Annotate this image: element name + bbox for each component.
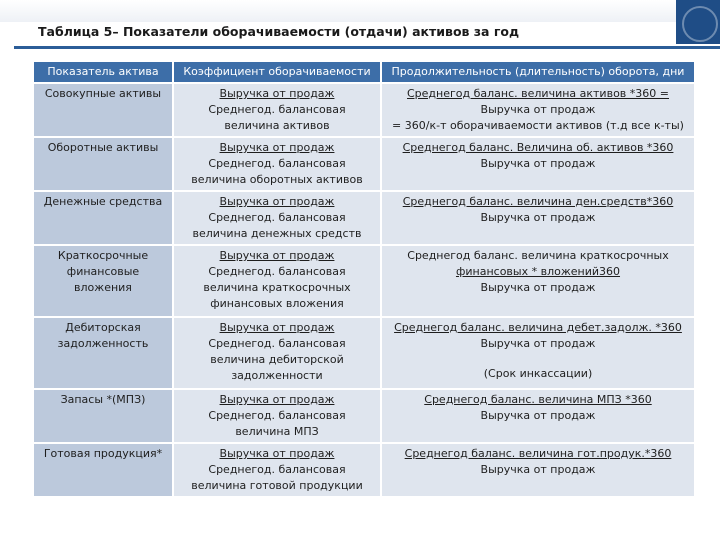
turnover-table [32,60,696,498]
table-row [34,246,694,316]
header-duration: Продолжительность (длительность) оборота, дни [382,62,694,82]
denominator-line: Среднегод. балансовая [208,157,346,170]
denominator-line: финансовых вложения [210,297,344,310]
indicator-cell: Совокупные активы [34,84,172,136]
coefficient-cell [174,84,380,136]
duration-cell [382,318,694,388]
numerator: Среднегод баланс. величина активов *360 = [407,87,669,100]
duration-cell [382,246,694,316]
denominator-line: Среднегод. балансовая [208,103,346,116]
table-row [34,444,694,496]
denominator-line: величина готовой продукции [191,479,363,492]
formula-note: (Срок инкассации) [483,367,593,380]
logo-emblem [676,0,720,44]
header-coefficient: Коэффициент оборачиваемости [174,62,380,82]
numerator: Выручка от продаж [219,447,335,460]
denominator-line: величина МПЗ [235,425,319,438]
denominator-line: Среднегод. балансовая [208,409,346,422]
numerator: Выручка от продаж [219,321,335,334]
numerator: Среднегод баланс. Величина об. активов *360 [402,141,674,154]
numerator: Среднегод баланс. величина краткосрочных [407,249,669,262]
indicator-cell: Оборотные активы [34,138,172,190]
numerator: финансовых * вложений360 [455,265,621,278]
table-header-row [34,62,694,82]
denominator-line: величина дебиторской [210,353,344,366]
denominator-line: Среднегод. балансовая [208,337,346,350]
duration-cell [382,444,694,496]
duration-cell [382,192,694,244]
coefficient-cell [174,390,380,442]
denominator-line: величина оборотных активов [191,173,363,186]
denominator-line: задолженности [231,369,323,382]
indicator-cell: Денежные средства [34,192,172,244]
formula-note: = 360/к-т оборачиваемости активов (т.д все к-ты) [392,119,684,132]
coefficient-cell [174,246,380,316]
table-row [34,84,694,136]
table-row [34,318,694,388]
table-row [34,138,694,190]
denominator-line: Выручка от продаж [480,157,596,170]
denominator-line: Выручка от продаж [480,103,596,116]
numerator: Среднегод баланс. величина МПЗ *360 [424,393,652,406]
numerator: Выручка от продаж [219,141,335,154]
duration-cell [382,390,694,442]
denominator-line: величина краткосрочных [203,281,351,294]
denominator-line: Среднегод. балансовая [208,265,346,278]
coefficient-cell [174,192,380,244]
denominator-line: Выручка от продаж [480,211,596,224]
coefficient-cell [174,444,380,496]
indicator-cell: Запасы *(МПЗ) [34,390,172,442]
numerator: Среднегод баланс. величина гот.продук.*360 [404,447,672,460]
numerator: Выручка от продаж [219,195,335,208]
denominator-line: величина денежных средств [192,227,362,240]
numerator: Среднегод баланс. величина ден.средств*360 [402,195,674,208]
numerator: Выручка от продаж [219,87,335,100]
table-row [34,192,694,244]
denominator-line: Выручка от продаж [480,409,596,422]
denominator-line: Выручка от продаж [480,463,596,476]
numerator: Выручка от продаж [219,393,335,406]
duration-cell [382,138,694,190]
coefficient-cell [174,138,380,190]
indicator-cell: Готовая продукция* [34,444,172,496]
indicator-cell: Краткосрочные финансовые вложения [34,246,172,316]
denominator-line: Выручка от продаж [480,337,596,350]
denominator-line: Среднегод. балансовая [208,211,346,224]
table-row [34,390,694,442]
numerator: Среднегод баланс. величина дебет.задолж. *360 [394,321,682,334]
duration-cell [382,84,694,136]
numerator: Выручка от продаж [219,249,335,262]
denominator-line: величина активов [224,119,330,132]
title-divider [14,46,720,49]
header-indicator: Показатель актива [34,62,172,82]
indicator-cell: Дебиторская задолженность [34,318,172,388]
slide-title: Таблица 5– Показатели оборачиваемости (отдачи) активов за год [38,24,520,39]
top-bar [0,0,720,22]
denominator-line: Среднегод. балансовая [208,463,346,476]
coefficient-cell [174,318,380,388]
denominator-line: Выручка от продаж [480,281,596,294]
